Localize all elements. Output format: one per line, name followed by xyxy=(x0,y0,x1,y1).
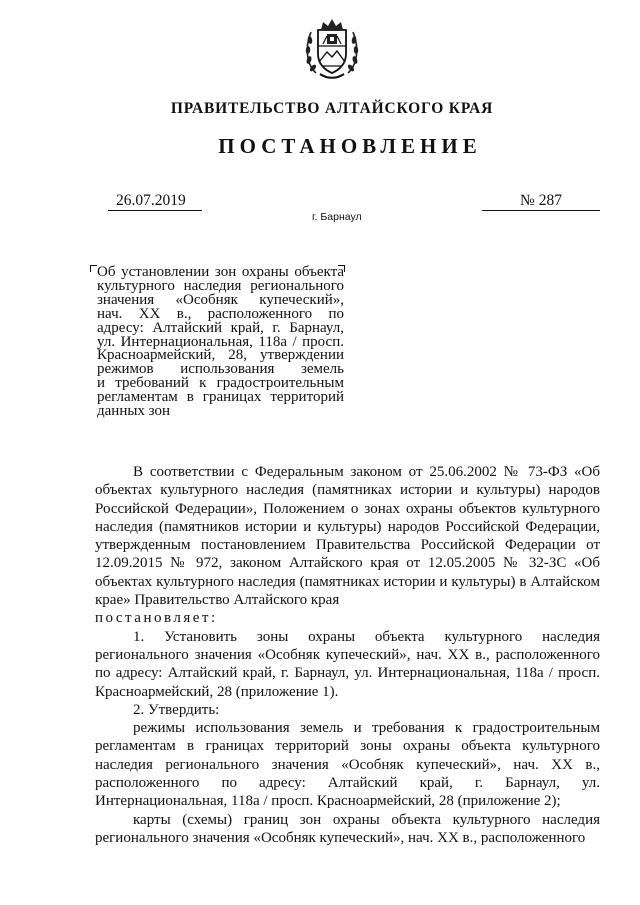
subject-line: данных зон xyxy=(97,403,171,420)
document-date-value: 26.07.2019 xyxy=(116,192,186,209)
subject-line: адресу: Алтайский край, г. Барнаул, xyxy=(97,319,344,336)
city-label: г. Барнаул xyxy=(312,211,362,223)
subject-line: Красноармейский, 28, утверждении xyxy=(97,347,344,364)
item-2-paragraph: 2. Утвердить: xyxy=(133,701,220,718)
resolves-word: постановляет: xyxy=(95,610,218,627)
preamble-paragraph: В соответствии с Федеральным законом от 25.06.2002 № 73-ФЗ «Об объектах культурного наследия (памятниках истории и культуры) народов Российской Федерации», Положением о зонах охраны объектов культурного наследия (памятников истории и культуры) народов Российской Федерации, утвержденным постановлением Правительства Российской Федерации от 12.09.2015 № 972, законом Алтайского края от 12.05.2005 № 32-ЗС «Об объектах культурного наследия (памятниках истории и культуры) в Алтайском крае» Правительство Алтайского края xyxy=(95,464,600,609)
subject-bracket-left xyxy=(90,265,97,272)
government-name: ПРАВИТЕЛЬСТВО АЛТАЙСКОГО КРАЯ xyxy=(170,100,494,117)
subject-line: ул. Интернациональная, 118а / просп. xyxy=(97,333,344,350)
item-2a-paragraph: режимы использования земель и требования к градостроительным регламентам в границах территорий зоны охраны объекта культурного наследия регионального значения «Особняк купеческий», нач. XX в., расположенного по адресу: Алтайский край, г. Барнаул, ул. Интернациональная, 118а / просп. Красноармейский, 28 (приложение 2); xyxy=(95,720,600,810)
item-2b-paragraph: карты (схемы) границ зон охраны объекта культурного наследия регионального значения «Особняк купеческий», нач. XX в., расположенного xyxy=(95,811,600,846)
subject-line: регламентам в границах территорий xyxy=(97,389,344,406)
decree-subject xyxy=(97,266,344,419)
document-date xyxy=(108,192,202,211)
subject-line: значения «Особняк купеческий», xyxy=(97,291,344,308)
subject-line: Об установлении зон охраны объекта xyxy=(97,264,344,280)
subject-line: и требований к градостроительным xyxy=(97,375,344,392)
document-number: № 287 xyxy=(482,192,600,211)
subject-line: нач. XX в., расположенного по xyxy=(97,305,344,322)
decree-body xyxy=(95,463,600,847)
subject-line: культурного наследия регионального xyxy=(97,277,344,294)
item-1-paragraph: 1. Установить зоны охраны объекта культурного наследия регионального значения «Особняк купеческий», нач. XX в., расположенного по адресу: Алтайский край, г. Барнаул, ул. Интернациональная, 118а / просп. Красноармейский, 28 (приложение 1). xyxy=(95,628,600,700)
subject-line: режимов использования земель xyxy=(97,361,344,378)
coat-of-arms-icon xyxy=(303,16,361,82)
document-type: ПОСТАНОВЛЕНИЕ xyxy=(218,134,482,158)
